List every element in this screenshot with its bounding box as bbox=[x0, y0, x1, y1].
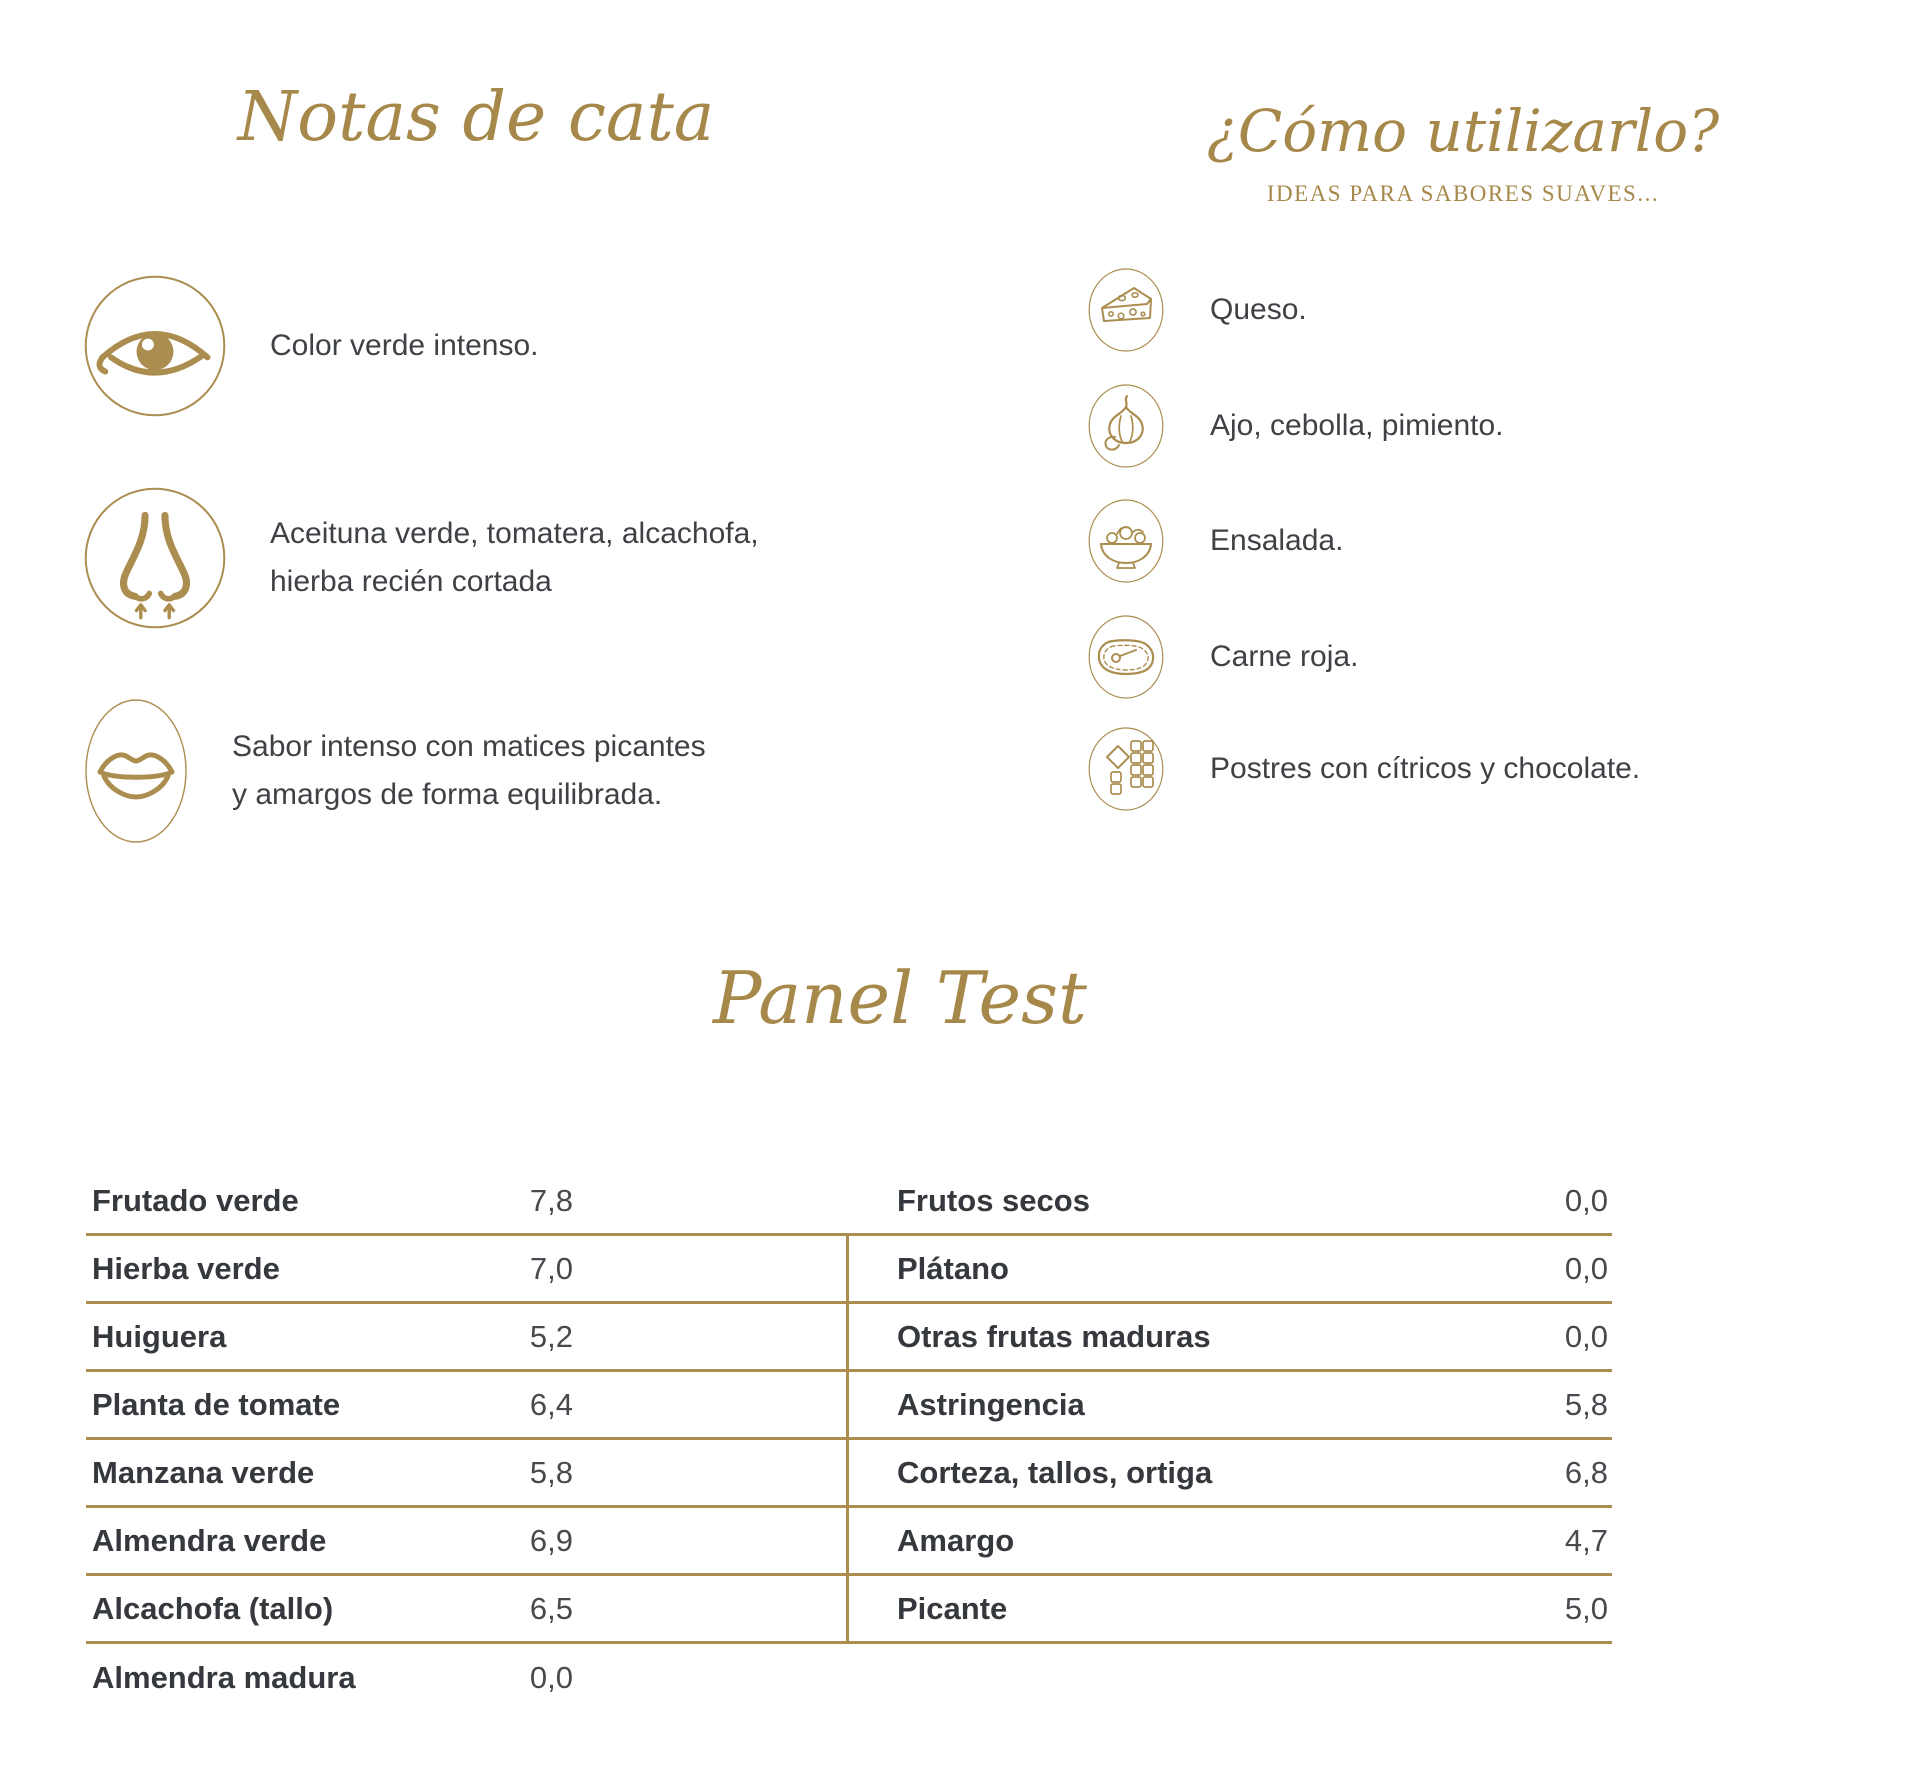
table-row bbox=[86, 1236, 847, 1304]
table-row bbox=[847, 1168, 1612, 1236]
tasting-note-line: Sabor intenso con matices picantes bbox=[232, 730, 706, 763]
table-column-divider bbox=[846, 1233, 849, 1644]
table-row bbox=[86, 1644, 847, 1712]
attribute-label: Frutos secos bbox=[897, 1182, 1090, 1218]
tasting-note-taste bbox=[84, 698, 706, 844]
attribute-label: Corteza, tallos, ortiga bbox=[897, 1454, 1213, 1490]
table-row bbox=[86, 1576, 847, 1644]
como-header bbox=[1030, 88, 1896, 207]
attribute-value: 7,0 bbox=[529, 1250, 573, 1286]
table-row bbox=[847, 1372, 1612, 1440]
chocolate-bar-icon bbox=[1088, 727, 1164, 811]
attribute-value: 7,8 bbox=[529, 1182, 573, 1218]
table-row bbox=[86, 1372, 847, 1440]
usage-item-label: Ensalada. bbox=[1210, 524, 1344, 557]
table-row bbox=[847, 1304, 1612, 1372]
usage-item-label: Postres con cítricos y chocolate. bbox=[1210, 752, 1641, 785]
attribute-label: Otras frutas maduras bbox=[897, 1318, 1211, 1354]
salad-bowl-icon bbox=[1088, 499, 1164, 583]
panel-test-right-column bbox=[847, 1168, 1612, 1644]
usage-item-label: Carne roja. bbox=[1210, 640, 1359, 673]
attribute-value: 0,0 bbox=[1564, 1182, 1608, 1218]
usage-item-label: Queso. bbox=[1210, 293, 1307, 326]
attribute-label: Frutado verde bbox=[92, 1182, 299, 1218]
usage-item-label: Ajo, cebolla, pimiento. bbox=[1210, 409, 1504, 442]
table-row bbox=[847, 1508, 1612, 1576]
tasting-note-text bbox=[232, 723, 706, 819]
usage-item-salad bbox=[1088, 499, 1343, 583]
table-row bbox=[86, 1168, 847, 1236]
nose-icon bbox=[84, 487, 226, 629]
attribute-label: Plátano bbox=[897, 1250, 1009, 1286]
attribute-label: Almendra verde bbox=[92, 1522, 327, 1558]
usage-item-garlic bbox=[1088, 384, 1504, 468]
tasting-note-text bbox=[270, 322, 538, 370]
attribute-label: Planta de tomate bbox=[92, 1386, 341, 1422]
tasting-note-sight bbox=[84, 275, 538, 417]
usage-item-desserts bbox=[1088, 727, 1640, 811]
tasting-note-smell bbox=[84, 487, 759, 629]
table-row bbox=[847, 1440, 1612, 1508]
attribute-label: Huiguera bbox=[92, 1318, 227, 1354]
table-row bbox=[847, 1236, 1612, 1304]
tasting-note-line: y amargos de forma equilibrada. bbox=[232, 778, 663, 811]
table-row bbox=[86, 1304, 847, 1372]
table-row bbox=[847, 1576, 1612, 1644]
eye-icon bbox=[84, 275, 226, 417]
attribute-value: 5,8 bbox=[529, 1454, 573, 1490]
tasting-note-text bbox=[270, 510, 759, 606]
attribute-value: 6,9 bbox=[529, 1522, 573, 1558]
attribute-label: Astringencia bbox=[897, 1386, 1085, 1422]
usage-item-cheese bbox=[1088, 268, 1307, 352]
attribute-value: 0,0 bbox=[529, 1660, 573, 1695]
attribute-value: 4,7 bbox=[1564, 1522, 1608, 1558]
attribute-value: 6,4 bbox=[529, 1386, 573, 1422]
notas-title: Notas de cata bbox=[237, 78, 715, 157]
cheese-icon bbox=[1088, 268, 1164, 352]
attribute-label: Manzana verde bbox=[92, 1454, 315, 1490]
attribute-value: 6,8 bbox=[1564, 1454, 1608, 1490]
attribute-value: 5,8 bbox=[1564, 1386, 1608, 1422]
attribute-value: 0,0 bbox=[1564, 1318, 1608, 1354]
attribute-value: 0,0 bbox=[1564, 1250, 1608, 1286]
attribute-value: 5,2 bbox=[529, 1318, 573, 1354]
panel-test-left-column bbox=[86, 1168, 847, 1712]
attribute-label: Alcachofa (tallo) bbox=[92, 1590, 334, 1626]
como-title: ¿Cómo utilizarlo? bbox=[1206, 97, 1720, 165]
como-subtitle: IDEAS PARA SABORES SUAVES... bbox=[1266, 181, 1660, 206]
attribute-value: 6,5 bbox=[529, 1590, 573, 1626]
lips-icon bbox=[84, 698, 188, 844]
attribute-label: Hierba verde bbox=[92, 1250, 280, 1286]
table-row bbox=[86, 1440, 847, 1508]
panel-test-title: Panel Test bbox=[713, 956, 1087, 1040]
attribute-label: Amargo bbox=[897, 1522, 1015, 1558]
tasting-note-line: hierba recién cortada bbox=[270, 565, 552, 598]
attribute-label: Almendra madura bbox=[92, 1660, 356, 1695]
tasting-note-line: Color verde intenso. bbox=[270, 329, 539, 362]
table-row bbox=[86, 1508, 847, 1576]
tasting-note-line: Aceituna verde, tomatera, alcachofa, bbox=[270, 517, 759, 550]
garlic-icon bbox=[1088, 384, 1164, 468]
steak-icon bbox=[1088, 615, 1164, 699]
usage-item-red-meat bbox=[1088, 615, 1358, 699]
attribute-value: 5,0 bbox=[1564, 1590, 1608, 1626]
attribute-label: Picante bbox=[897, 1590, 1008, 1626]
